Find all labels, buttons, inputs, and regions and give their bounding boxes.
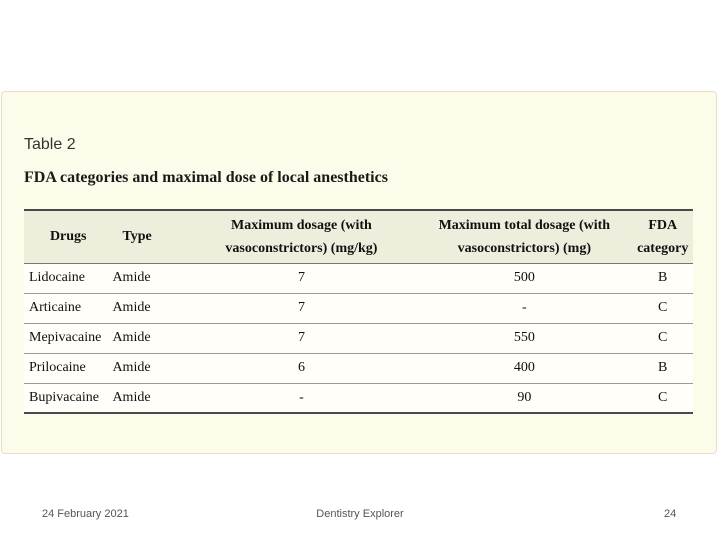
table-row xyxy=(24,263,693,293)
cell-drug: Bupivacaine xyxy=(24,383,112,413)
cell-max-total: 400 xyxy=(416,353,632,383)
cell-fda: C xyxy=(632,323,693,353)
cell-max-total: 90 xyxy=(416,383,632,413)
anesthetics-table xyxy=(24,209,693,414)
cell-drug: Prilocaine xyxy=(24,353,112,383)
cell-type: Amide xyxy=(112,323,186,353)
cell-fda: C xyxy=(632,293,693,323)
header-fda-line1: FDA xyxy=(648,217,678,233)
cell-max-dosage: - xyxy=(187,383,417,413)
header-max-dosage-line1: Maximum dosage (with xyxy=(231,217,372,233)
cell-max-total: - xyxy=(416,293,632,323)
header-max-total xyxy=(416,210,632,263)
table-header-row xyxy=(24,210,693,263)
cell-max-dosage: 7 xyxy=(187,323,417,353)
cell-type: Amide xyxy=(112,383,186,413)
cell-max-dosage: 7 xyxy=(187,263,417,293)
table-row xyxy=(24,353,693,383)
cell-fda: B xyxy=(632,353,693,383)
table-row xyxy=(24,383,693,413)
table-row xyxy=(24,323,693,353)
cell-fda: B xyxy=(632,263,693,293)
cell-type: Amide xyxy=(112,353,186,383)
cell-type: Amide xyxy=(112,263,186,293)
cell-fda: C xyxy=(632,383,693,413)
header-max-total-line2: vasoconstrictors) (mg) xyxy=(457,240,591,256)
header-max-total-line1: Maximum total dosage (with xyxy=(438,217,611,233)
cell-drug: Mepivacaine xyxy=(24,323,112,353)
cell-type: Amide xyxy=(112,293,186,323)
footer-title: Dentistry Explorer xyxy=(316,508,404,520)
header-drugs: Drugs xyxy=(24,210,112,263)
header-type: Type xyxy=(112,210,186,263)
header-max-dosage xyxy=(187,210,417,263)
table-title: FDA categories and maximal dose of local anesthetics xyxy=(24,169,388,186)
cell-max-dosage: 7 xyxy=(187,293,417,323)
cell-max-total: 500 xyxy=(416,263,632,293)
cell-max-dosage: 6 xyxy=(187,353,417,383)
footer-page-number: 24 xyxy=(664,508,677,520)
footer-date: 24 February 2021 xyxy=(42,508,129,520)
table-label: Table 2 xyxy=(24,136,76,153)
header-fda-line2: category xyxy=(637,240,689,256)
table-row xyxy=(24,293,693,323)
cell-max-total: 550 xyxy=(416,323,632,353)
cell-drug: Lidocaine xyxy=(24,263,112,293)
header-fda xyxy=(632,210,693,263)
cell-drug: Articaine xyxy=(24,293,112,323)
header-max-dosage-line2: vasoconstrictors) (mg/kg) xyxy=(225,240,378,256)
